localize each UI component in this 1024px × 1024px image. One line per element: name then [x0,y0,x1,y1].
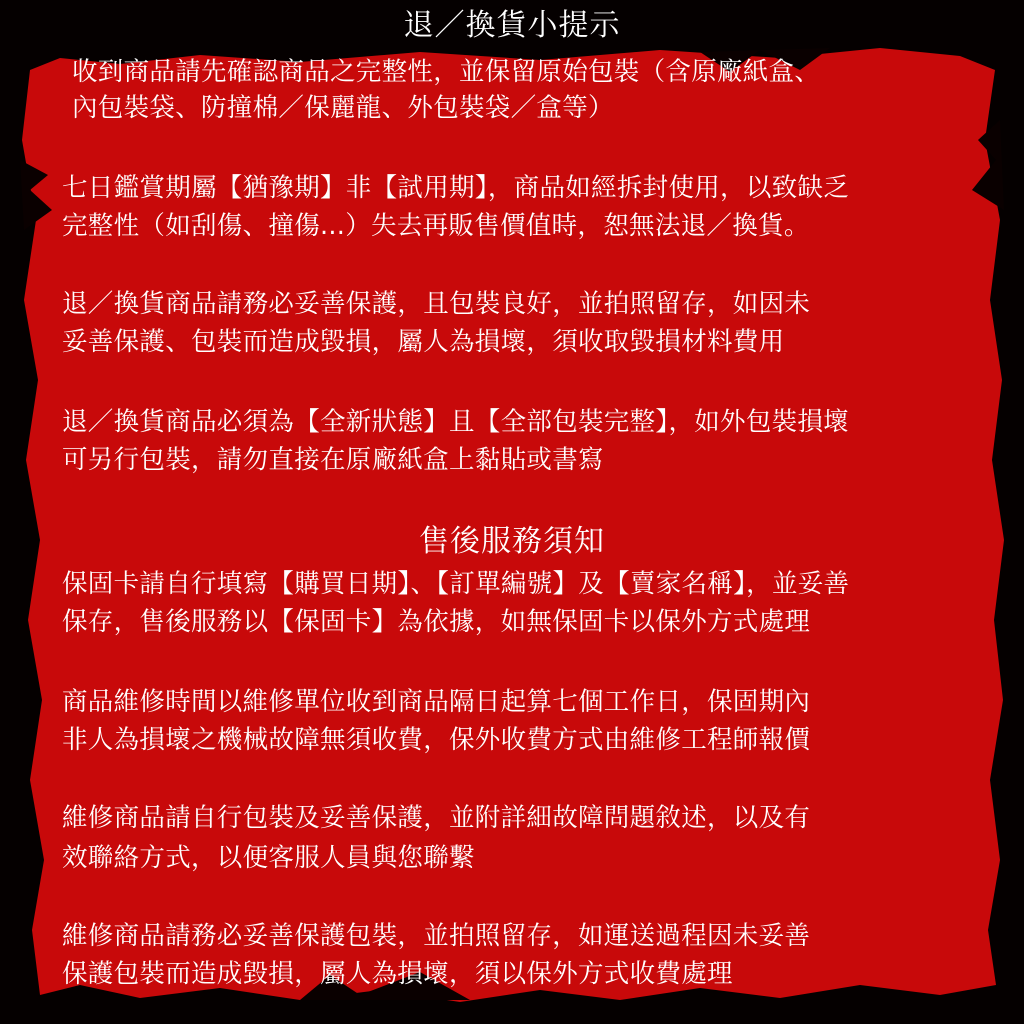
service-tip-1-line-1: 保固卡請自行填寫【購買日期】、【訂單編號】及【賣家名稱】，並妥善 [62,569,850,599]
service-tip-4-line-1: 維修商品請務必妥善保護包裝，並拍照留存，如運送過程因未妥善 [62,921,811,951]
return-tip-1-line-1: 收到商品請先確認商品之完整性，並保留原始包裝（含原廠紙盒、 [72,57,821,87]
service-tip-3-line-1: 維修商品請自行包裝及妥善保護，並附詳細故障問題敘述，以及有 [62,803,811,833]
service-tip-1-line-2: 保存，售後服務以【保固卡】為依據，如無保固卡以保外方式處理 [62,607,811,637]
return-tip-3-line-1: 退／換貨商品請務必妥善保護，且包裝良好，並拍照留存，如因未 [62,289,811,319]
return-tip-1-line-2: 內包裝袋、防撞棉／保麗龍、外包裝袋／盒等） [72,93,614,123]
return-tip-4-line-1: 退／換貨商品必須為【全新狀態】且【全部包裝完整】，如外包裝損壞 [62,407,850,437]
return-exchange-title: 退／換貨小提示 [403,8,621,43]
return-tip-4-line-2: 可另行包裝，請勿直接在原廠紙盒上黏貼或書寫 [62,445,604,475]
service-tip-2-line-1: 商品維修時間以維修單位收到商品隔日起算七個工作日，保固期內 [62,687,811,717]
return-tip-2-line-1: 七日鑑賞期屬【猶豫期】非【試用期】，商品如經拆封使用，以致缺乏 [62,173,850,203]
return-tip-3-line-2: 妥善保護、包裝而造成毀損，屬人為損壞，須收取毀損材料費用 [62,327,785,357]
return-tip-2-line-2: 完整性（如刮傷、撞傷...）失去再販售價值時，恕無法退／換貨。 [62,211,810,241]
service-tip-3-line-2: 效聯絡方式，以便客服人員與您聯繫 [62,843,475,873]
service-tip-2-line-2: 非人為損壞之機械故障無須收費，保外收費方式由維修工程師報價 [62,725,811,755]
service-tip-4-line-2: 保護包裝而造成毀損，屬人為損壞，須以保外方式收費處理 [62,959,733,989]
after-sales-title: 售後服務須知 [419,524,605,559]
